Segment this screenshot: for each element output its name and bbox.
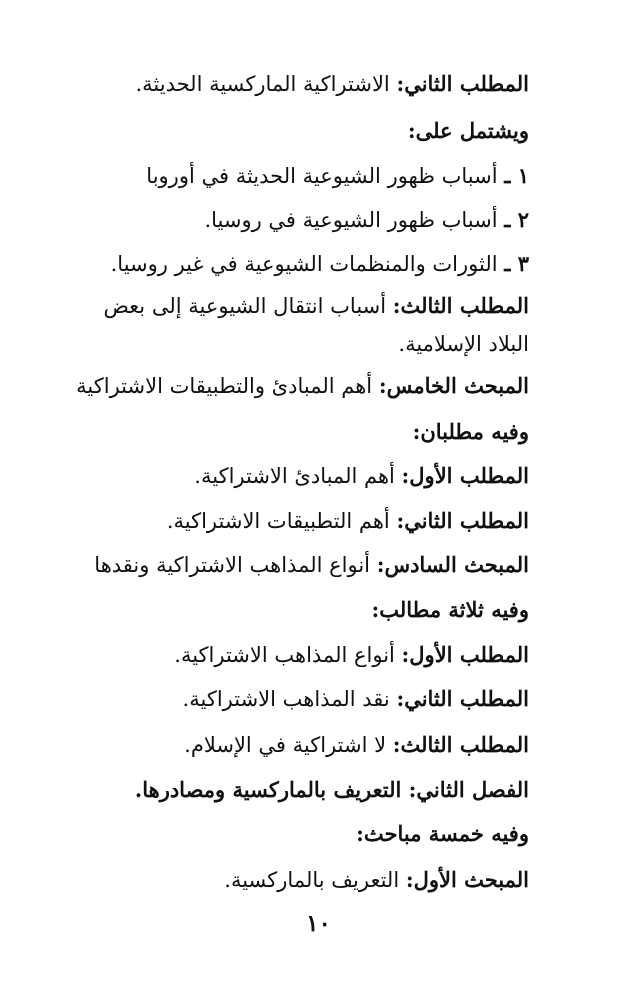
- section-title: الاشتراكية الماركسية الحديثة.: [135, 72, 397, 96]
- section-label: وفيه مطلبان:: [412, 419, 529, 444]
- section-title: أسباب انتقال الشيوعية إلى بعض البلاد الإسلامية.: [103, 294, 529, 356]
- toc-line-17: [356, 820, 529, 848]
- item-title: أسباب ظهور الشيوعية في روسيا.: [204, 208, 505, 232]
- toc-line-4: [204, 206, 529, 234]
- section-title: التعريف بالماركسية.: [224, 868, 406, 892]
- toc-line-8: [413, 418, 529, 446]
- section-label: المطلب الأول:: [401, 642, 529, 667]
- toc-line-3: [146, 162, 529, 190]
- section-label: المطلب الأول:: [401, 463, 529, 488]
- toc-line-11: [94, 551, 529, 579]
- toc-line-10: [167, 507, 529, 535]
- toc-line-14: [183, 685, 529, 713]
- section-title: لا اشتراكية في الإسلام.: [184, 733, 393, 757]
- section-label: ويشتمل على:: [407, 118, 529, 143]
- section-label: المطلب الثاني:: [396, 508, 529, 533]
- section-label: المطلب الثالث:: [392, 293, 529, 318]
- section-title: أهم المبادئ والتطبيقات الاشتراكية: [76, 374, 379, 398]
- toc-line-15: [184, 731, 529, 759]
- section-label: وفيه ثلاثة مطالب:: [371, 597, 529, 622]
- section-title: نقد المذاهب الاشتراكية.: [182, 687, 397, 711]
- item-number: ١ ـ: [504, 163, 529, 188]
- toc-line-2: [408, 117, 529, 145]
- section-title: أهم التطبيقات الاشتراكية.: [166, 509, 397, 533]
- toc-line-18: [224, 866, 529, 894]
- section-label: المبحث الخامس:: [378, 373, 529, 398]
- toc-line-7: [76, 372, 529, 400]
- toc-line-6: [59, 287, 529, 363]
- section-label: المطلب الثاني:: [396, 71, 529, 96]
- section-label: المطلب الثاني:: [396, 686, 529, 711]
- toc-line-1: [135, 70, 529, 98]
- chapter-label: الفصل الثاني:: [408, 777, 529, 802]
- toc-line-9: [194, 462, 529, 490]
- chapter-title: التعريف بالماركسية ومصادرها.: [134, 777, 409, 802]
- section-label: المطلب الثالث:: [392, 732, 529, 757]
- section-title: أنواع المذاهب الاشتراكية.: [174, 643, 402, 667]
- section-label: المبحث الأول:: [405, 867, 529, 892]
- item-title: أسباب ظهور الشيوعية الحديثة في أوروبا: [146, 164, 505, 188]
- item-number: ٣ ـ: [504, 251, 529, 276]
- page-number: ١٠: [306, 910, 331, 937]
- section-label: المبحث السادس:: [376, 552, 529, 577]
- section-title: أهم المبادئ الاشتراكية.: [194, 464, 402, 488]
- toc-line-13: [174, 641, 529, 669]
- item-title: الثورات والمنظمات الشيوعية في غير روسيا.: [110, 252, 505, 276]
- toc-line-12: [371, 596, 529, 624]
- section-label: وفيه خمسة مباحث:: [356, 821, 529, 846]
- item-number: ٢ ـ: [504, 207, 529, 232]
- toc-line-16: [135, 776, 529, 804]
- toc-line-5: [111, 250, 529, 278]
- section-title: أنواع المذاهب الاشتراكية ونقدها: [94, 553, 377, 577]
